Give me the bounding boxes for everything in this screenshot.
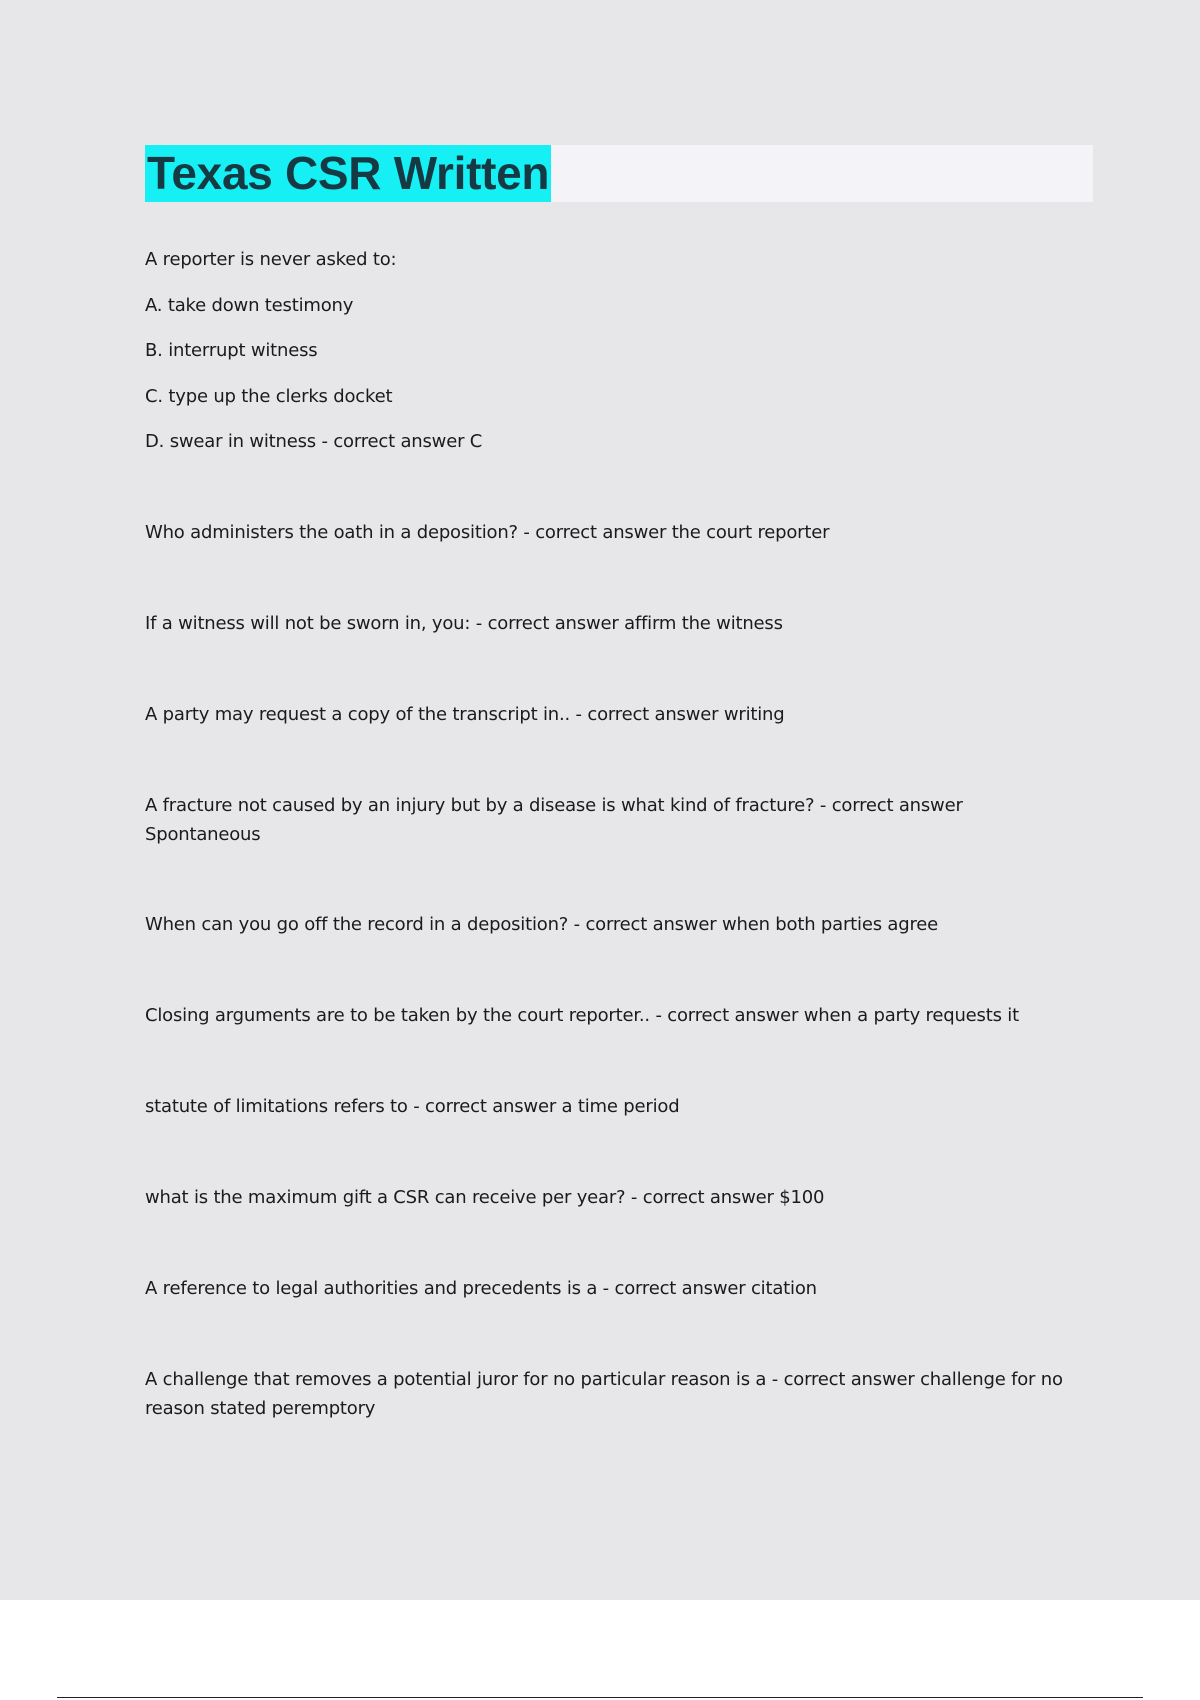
answer-option-d: D. swear in witness - correct answer C: [145, 431, 483, 452]
qa-item: When can you go off the record in a deposition? - correct answer when both parties agree: [145, 914, 939, 935]
footer-divider: [57, 1697, 1143, 1698]
answer-option-a: A. take down testimony: [145, 295, 354, 316]
answer-option-c: C. type up the clerks docket: [145, 386, 393, 407]
qa-item: If a witness will not be sworn in, you: - correct answer affirm the witness: [145, 613, 783, 634]
qa-item: A fracture not caused by an injury but by a disease is what kind of fracture? - correct answer Spontaneous: [145, 795, 963, 845]
qa-item: Who administers the oath in a deposition? - correct answer the court reporter: [145, 522, 830, 543]
answer-option-b: B. interrupt witness: [145, 340, 318, 361]
qa-item: what is the maximum gift a CSR can receive per year? - correct answer $100: [145, 1187, 825, 1208]
qa-item: statute of limitations refers to - correct answer a time period: [145, 1096, 680, 1117]
qa-item: A challenge that removes a potential juror for no particular reason is a - correct answer challenge for no reason stated peremptory: [145, 1369, 1063, 1419]
question-text: A reporter is never asked to:: [145, 249, 397, 270]
qa-item: A party may request a copy of the transcript in.. - correct answer writing: [145, 704, 785, 725]
qa-item: Closing arguments are to be taken by the court reporter.. - correct answer when a party requests it: [145, 1005, 1019, 1026]
qa-item: A reference to legal authorities and precedents is a - correct answer citation: [145, 1278, 817, 1299]
page-title: Texas CSR Written: [145, 145, 551, 202]
